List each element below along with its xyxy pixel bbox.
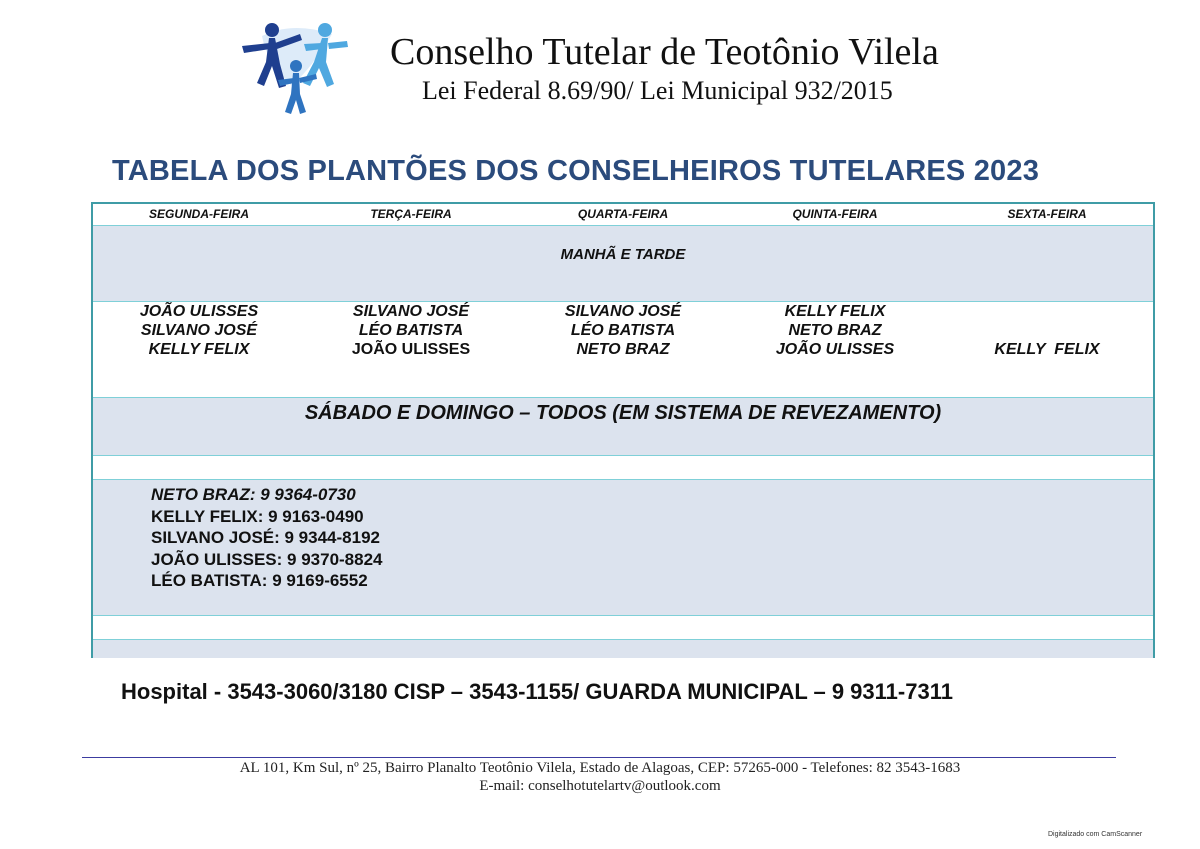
footer-email: E-mail: conselhotutelartv@outlook.com [479, 778, 721, 794]
day-header-tuesday: TERÇA-FEIRA [370, 207, 452, 221]
duty-names-row [93, 302, 1153, 398]
day-header-wednesday: QUARTA-FEIRA [577, 207, 669, 221]
weekend-row [93, 398, 1153, 456]
duty-name: JOÃO ULISSES [775, 341, 895, 358]
blank-row [93, 616, 1153, 640]
blank-row [93, 456, 1153, 480]
duty-name: SILVANO JOSÉ [352, 303, 470, 320]
wednesday-duty-list [517, 302, 729, 359]
duty-name: NETO BRAZ [788, 322, 882, 339]
duty-name: SILVANO JOSÉ [140, 322, 258, 339]
organization-name: Conselho Tutelar de Teotônio Vilela [390, 31, 939, 73]
duty-name: SILVANO JOSÉ [564, 303, 682, 320]
footer-address: AL 101, Km Sul, nº 25, Bairro Planalto Teotônio Vilela, Estado de Alagoas, CEP: 57265-000 - Telefones: 82 3543-1683 [239, 760, 961, 776]
emergency-numbers: Hospital - 3543-3060/3180 CISP – 3543-1155/ GUARDA MUNICIPAL – 9 9311-7311 [121, 679, 953, 704]
scanner-watermark: Digitalizado com CamScanner [1048, 831, 1143, 838]
shift-row [93, 226, 1153, 302]
footer-divider [82, 757, 1116, 758]
schedule-table [91, 202, 1155, 658]
contact-list [151, 484, 383, 592]
table-header-row [93, 204, 1153, 226]
contact-item: LÉO BATISTA: 9 9169-6552 [151, 571, 368, 590]
tuesday-duty-list [305, 302, 517, 359]
day-header-friday: SEXTA-FEIRA [1007, 207, 1087, 221]
duty-name: LÉO BATISTA [570, 322, 676, 339]
duty-name: KELLY FELIX [148, 341, 250, 358]
weekend-note: SÁBADO E DOMINGO – TODOS (EM SISTEMA DE REVEZAMENTO) [304, 402, 942, 424]
blank-row [93, 640, 1153, 658]
shift-label: MANHÃ E TARDE [560, 246, 686, 263]
page-title: TABELA DOS PLANTÕES DOS CONSELHEIROS TUTELARES 2023 [112, 155, 1040, 187]
contact-item: JOÃO ULISSES: 9 9370-8824 [151, 549, 383, 569]
thursday-duty-list [729, 302, 941, 359]
day-header-monday: SEGUNDA-FEIRA [148, 207, 249, 221]
duty-name: NETO BRAZ [576, 341, 670, 358]
monday-duty-list [93, 302, 305, 359]
contacts-row [93, 480, 1153, 616]
contact-item: SILVANO JOSÉ: 9 9344-8192 [151, 528, 380, 547]
contact-item: KELLY FELIX: 9 9163-0490 [151, 506, 364, 526]
contact-item: NETO BRAZ: 9 9364-0730 [151, 485, 356, 504]
duty-name: JOÃO ULISSES [139, 303, 259, 320]
duty-name: KELLY FELIX [784, 303, 886, 320]
law-reference: Lei Federal 8.69/90/ Lei Municipal 932/2015 [422, 76, 893, 105]
day-header-thursday: QUINTA-FEIRA [792, 207, 878, 221]
duty-name: KELLY FELIX [994, 341, 1100, 358]
council-logo [222, 16, 362, 116]
duty-name: LÉO BATISTA [358, 322, 464, 339]
duty-name: JOÃO ULISSES [351, 341, 471, 358]
